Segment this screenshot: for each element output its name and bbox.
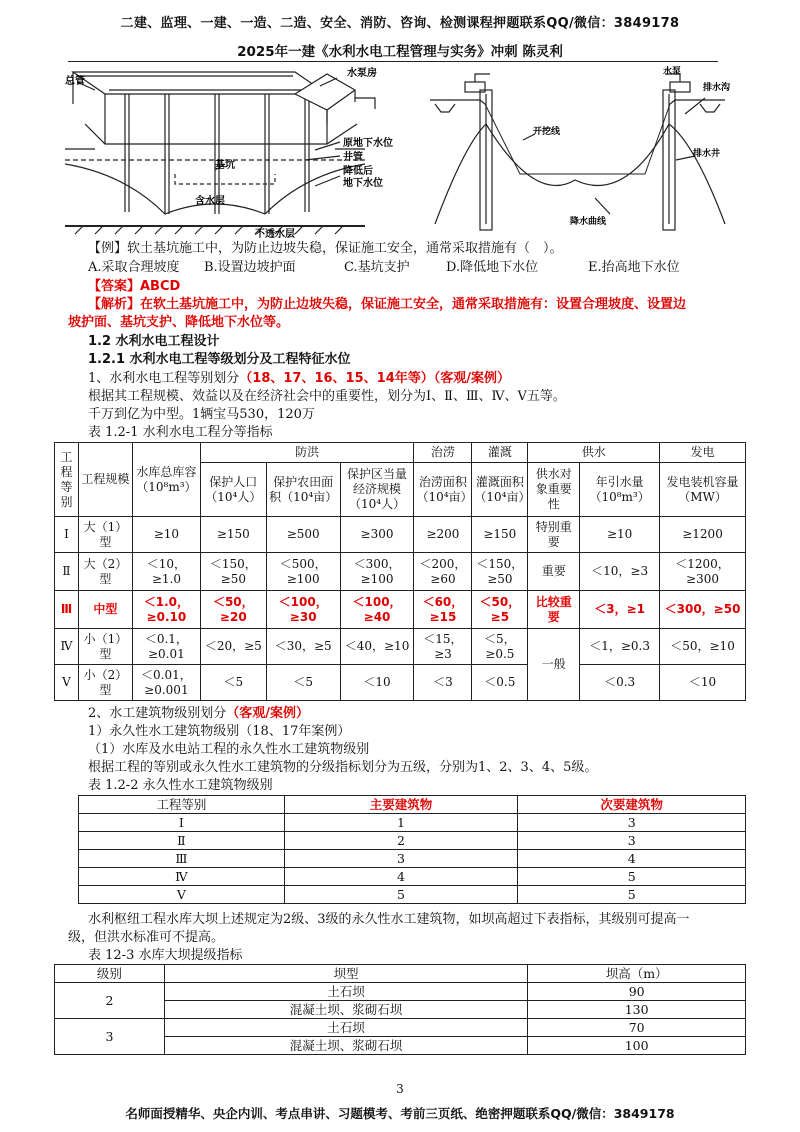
cell: 3	[518, 814, 746, 832]
cell: 大（2）型	[78, 553, 132, 591]
cell: 4	[518, 850, 746, 868]
cell: ＜150，≥50	[472, 553, 528, 591]
th-flood: 防洪	[200, 443, 414, 463]
cell: ＜0.5	[472, 665, 528, 701]
label-pump: 水泵	[663, 67, 682, 77]
label-main-pipe: 总管	[65, 76, 85, 87]
cell: Ⅴ	[79, 886, 285, 904]
cell: ≥150	[200, 517, 266, 553]
th-supply-vol: 年引水量（10⁸m³）	[580, 463, 660, 517]
th-irrig: 灌溉面积（10⁴亩）	[472, 463, 528, 517]
well-point-diagram	[65, 72, 375, 234]
cell: ＜5	[200, 665, 266, 701]
cell: ＜0.3	[580, 665, 660, 701]
cell: ＜300，≥100	[340, 553, 414, 591]
option-b: B.设置边坡护面	[204, 260, 296, 275]
cell: 中型	[78, 591, 132, 629]
th-power: 发电装机容量（MW）	[660, 463, 746, 517]
th-secondary: 次要建筑物	[518, 796, 746, 814]
cell: ＜15，≥3	[414, 629, 472, 665]
cell: 1	[284, 814, 518, 832]
table-row	[55, 517, 746, 553]
cell: ＜3，≥1	[580, 591, 660, 629]
table-row	[55, 983, 746, 1001]
cell-level: 2	[55, 983, 165, 1019]
cell: ＜100，≥40	[340, 591, 414, 629]
cell: ≥10	[132, 517, 200, 553]
cell: ＜150，≥50	[200, 553, 266, 591]
cell: 土石坝	[164, 983, 527, 1001]
cell: 小（2）型	[78, 665, 132, 701]
cell: 混凝土坝、浆砌石坝	[164, 1037, 527, 1055]
paragraph-upgrade-1: 水利枢纽工程水库大坝上述规定为2级、3级的永久性水工建筑物，如坝高超过下表指标，其级别可提高一	[88, 912, 690, 927]
item-2-text: 2、水工建筑物级别划分	[88, 706, 227, 721]
cell: Ⅱ	[79, 832, 285, 850]
label-pump-house: 水泵房	[347, 68, 377, 79]
cell: ≥150	[472, 517, 528, 553]
cell: ＜50，≥5	[472, 591, 528, 629]
table-building-levels	[78, 795, 746, 904]
table-row	[79, 832, 746, 850]
header-divider	[68, 61, 718, 62]
table-dam-upgrade	[54, 964, 746, 1055]
cell: ＜10，≥1.0	[132, 553, 200, 591]
cell: ＜10，≥3	[580, 553, 660, 591]
cell: ＜1.0，≥0.10	[132, 591, 200, 629]
label-original-water: 原地下水位	[343, 138, 393, 149]
cell: ＜50，≥20	[200, 591, 266, 629]
table2-caption: 表 1.2-2 永久性水工建筑物级别	[88, 778, 273, 793]
cell: ≥300	[340, 517, 414, 553]
option-e: E.抬高地下水位	[588, 260, 680, 275]
cell: ＜300，≥50	[660, 591, 746, 629]
example-question: 【例】软土基坑施工中，为防止边坡失稳，保证施工安全，通常采取措施有（ ）。	[88, 241, 563, 256]
cell: Ⅰ	[79, 814, 285, 832]
option-d: D.降低地下水位	[446, 260, 539, 275]
cell: ＜10	[660, 665, 746, 701]
document-title: 2025年一建《水利水电工程管理与实务》冲刺 陈灵利	[237, 44, 563, 60]
cell: 3	[518, 832, 746, 850]
item-1-tag: （18、17、16、15、14年等）（客观/案例）	[239, 371, 510, 386]
th-drain: 治涝面积（10⁴亩）	[414, 463, 472, 517]
cell: 小（1）型	[78, 629, 132, 665]
page-number: 3	[396, 1082, 404, 1096]
cell: ＜30，≥5	[266, 629, 340, 665]
example-analysis-1: 【解析】在软土基坑施工中，为防止边坡失稳，保证施工安全，通常采取措施有：设置合理坡度、设置边	[88, 297, 687, 312]
table3-caption: 表 12-3 水库大坝提级指标	[88, 948, 243, 963]
th-power-group: 发电	[660, 443, 746, 463]
cell: 大（1）型	[78, 517, 132, 553]
label-pit: 基坑	[215, 160, 235, 171]
cell: 70	[528, 1019, 746, 1037]
table-row	[55, 1019, 746, 1037]
cell: Ⅳ	[79, 868, 285, 886]
paragraph-upgrade-2: 级，但洪水标准可不提高。	[68, 930, 225, 945]
cell: ＜3	[414, 665, 472, 701]
table-row	[55, 629, 746, 665]
th-drain-group: 治涝	[414, 443, 472, 463]
label-drain-ditch: 排水沟	[703, 83, 731, 93]
label-drawdown-curve: 降水曲线	[570, 217, 607, 227]
paragraph-mnemonic: 千万到亿为中型。1辆宝马530，120万	[88, 407, 315, 422]
label-impervious: 不透水层	[255, 229, 295, 238]
cell: Ⅰ	[55, 517, 79, 553]
table-row	[79, 814, 746, 832]
cell: ＜50，≥10	[660, 629, 746, 665]
footer-contact-line: 名师面授精华、央企内训、考点串讲、习题模考、考前三页纸、绝密押题联系QQ/微信：3849178	[125, 1106, 675, 1121]
label-lowered-a: 降低后	[343, 166, 373, 177]
th-main: 主要建筑物	[284, 796, 518, 814]
example-analysis-2: 坡护面、基坑支护、降低地下水位等。	[68, 315, 290, 330]
section-1-2: 1.2 水利水电工程设计	[88, 334, 220, 349]
table-row	[79, 868, 746, 886]
cell: 130	[528, 1001, 746, 1019]
cell: Ⅴ	[55, 665, 79, 701]
th-scale: 工程规模	[78, 443, 132, 517]
label-lowered-b: 地下水位	[343, 178, 383, 189]
cell: ＜60，≥15	[414, 591, 472, 629]
cell: ＜500，≥100	[266, 553, 340, 591]
cell: ≥1200	[660, 517, 746, 553]
cell: ＜5	[266, 665, 340, 701]
cell: ＜20，≥5	[200, 629, 266, 665]
table1-caption: 表 1.2-1 水利水电工程分等指标	[88, 425, 273, 440]
item-1-heading	[88, 370, 510, 387]
drain-well-diagram	[430, 74, 725, 230]
table-project-grades	[54, 442, 746, 701]
th-supply-obj: 供水对象重要性	[528, 463, 580, 517]
table-row	[79, 886, 746, 904]
cell: ＜0.1，≥0.01	[132, 629, 200, 665]
label-aquifer: 含水层	[195, 196, 225, 207]
th-pop: 保护人口（10⁴人）	[200, 463, 266, 517]
cell: 混凝土坝、浆砌石坝	[164, 1001, 527, 1019]
cell: 4	[284, 868, 518, 886]
table-row	[55, 553, 746, 591]
section-1-2-1: 1.2.1 水利水电工程等级划分及工程特征水位	[88, 352, 351, 367]
cell: ＜0.01，≥0.001	[132, 665, 200, 701]
table-row	[55, 665, 746, 701]
cell: 90	[528, 983, 746, 1001]
cell: 特别重要	[528, 517, 580, 553]
cell: 比较重要	[528, 591, 580, 629]
cell: ＜5，≥0.5	[472, 629, 528, 665]
cell: 3	[284, 850, 518, 868]
cell: ＜200，≥60	[414, 553, 472, 591]
cell: Ⅲ	[79, 850, 285, 868]
cell: 5	[284, 886, 518, 904]
item-2-tag: （客观/案例）	[226, 706, 310, 721]
cell: ＜1，≥0.3	[580, 629, 660, 665]
cell: ＜100，≥30	[266, 591, 340, 629]
th-dam-height: 坝高（m）	[528, 965, 746, 983]
cell: ≥500	[266, 517, 340, 553]
option-a: A.采取合理坡度	[88, 260, 180, 275]
th-capacity: 水库总库容（10⁸m³）	[132, 443, 200, 517]
th-dam-type: 坝型	[164, 965, 527, 983]
item-2-para: 根据工程的等别或永久性水工建筑物的分级指标划分为五级，分别为1、2、3、4、5级。	[88, 760, 598, 775]
th-supply-group: 供水	[528, 443, 660, 463]
item-1-text: 1、水利水电工程等别划分	[88, 371, 240, 386]
cell: 100	[528, 1037, 746, 1055]
th-econ: 保护区当量经济规模（10⁴人）	[340, 463, 414, 517]
header-contact-line: 二建、监理、一建、一造、二造、安全、消防、咨询、检测课程押题联系QQ/微信：3849178	[120, 16, 680, 31]
option-c: C.基坑支护	[344, 260, 410, 275]
cell: ≥200	[414, 517, 472, 553]
paragraph-grades: 根据其工程规模、效益以及在经济社会中的重要性，划分为Ⅰ、Ⅱ、Ⅲ、Ⅳ、Ⅴ五等。	[88, 389, 566, 404]
th-level: 级别	[55, 965, 165, 983]
cell: 土石坝	[164, 1019, 527, 1037]
th-farm: 保护农田面积（10⁴亩）	[266, 463, 340, 517]
th-irrig-group: 灌溉	[472, 443, 528, 463]
th-grade: 工程等别	[55, 443, 79, 517]
cell: Ⅳ	[55, 629, 79, 665]
table-row-highlighted	[55, 591, 746, 629]
cell: Ⅱ	[55, 553, 79, 591]
th-grade: 工程等别	[79, 796, 285, 814]
item-2-heading	[88, 705, 309, 722]
cell: Ⅲ	[55, 591, 79, 629]
cell: ＜10	[340, 665, 414, 701]
cell: ＜40，≥10	[340, 629, 414, 665]
example-answer: 【答案】ABCD	[88, 279, 181, 294]
label-drain-well: 排水井	[693, 149, 721, 159]
cell-level: 3	[55, 1019, 165, 1055]
item-2-sub2: （1）水库及水电站工程的永久性水工建筑物级别	[88, 742, 370, 757]
cell-supply-general: 一般	[528, 629, 580, 701]
label-excavation-line: 开挖线	[533, 127, 561, 137]
label-well-pipe: 井管	[343, 152, 363, 163]
cell: ≥10	[580, 517, 660, 553]
dewatering-figures	[65, 64, 745, 238]
cell: ＜1200，≥300	[660, 553, 746, 591]
cell: 5	[518, 886, 746, 904]
cell: 5	[518, 868, 746, 886]
cell: 重要	[528, 553, 580, 591]
table-row	[79, 850, 746, 868]
item-2-sub1: 1）永久性水工建筑物级别（18、17年案例）	[88, 724, 351, 739]
cell: 2	[284, 832, 518, 850]
